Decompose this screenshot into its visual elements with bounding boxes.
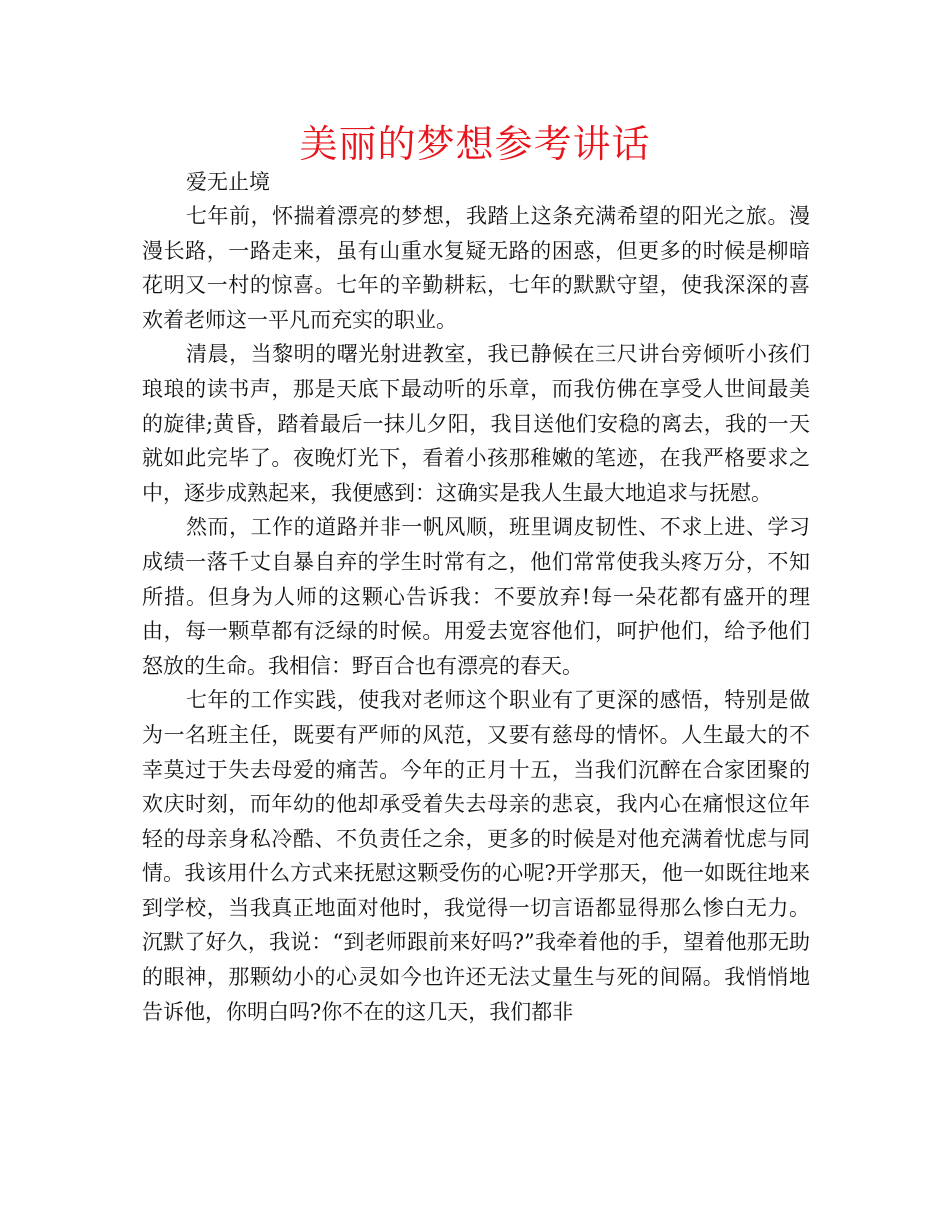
document-body — [142, 165, 810, 1029]
paragraph-2: 清晨，当黎明的曙光射进教室，我已静候在三尺讲台旁倾听小孩们琅琅的读书声，那是天底下最动听的乐章，而我仿佛在享受人世间最美的旋律;黄昏，踏着最后一抹儿夕阳，我目送他们安稳的离去，我的一天就如此完毕了。夜晚灯光下，看着小孩那稚嫩的笔迹，在我严格要求之中，逐步成熟起来，我便感到：这确实是我人生最大地追求与抚慰。 — [142, 342, 810, 505]
paragraph-1: 七年前，怀揣着漂亮的梦想，我踏上这条充满希望的阳光之旅。漫漫长路，一路走来，虽有山重水复疑无路的困惑，但更多的时候是柳暗花明又一村的惊喜。七年的辛勤耕耘，七年的默默守望，使我深深的喜欢着老师这一平凡而充实的职业。 — [142, 204, 810, 332]
paragraph-4: 七年的工作实践，使我对老师这个职业有了更深的感悟，特别是做为一名班主任，既要有严师的风范，又要有慈母的情怀。人生最大的不幸莫过于失去母爱的痛苦。今年的正月十五，当我们沉醉在合家团聚的欢庆时刻，而年幼的他却承受着失去母亲的悲哀，我内心在痛恨这位年轻的母亲身私冷酷、不负责任之余，更多的时候是对他充满着忧虑与同情。我该用什么方式来抚慰这颗受伤的心呢?开学那天，他一如既往地来到学校，当我真正地面对他时，我觉得一切言语都显得那么惨白无力。沉默了好久，我说：“到老师跟前来好吗?”我牵着他的手，望着他那无助的眼神，那颗幼小的心灵如今也许还无法丈量生与死的间隔。我悄悄地告诉他，你明白吗?你不在的这几天，我们都非 — [142, 688, 810, 1024]
document-title: 美丽的梦想参考讲话 — [299, 122, 651, 166]
document-subtitle: 爱无止境 — [186, 170, 270, 194]
paragraph-3: 然而，工作的道路并非一帆风顺，班里调皮韧性、不求上进、学习成绩一落千丈自暴自弃的学生时常有之，他们常常使我头疼万分，不知所措。但身为人师的这颗心告诉我：不要放弃!每一朵花都有盛开的理由，每一颗草都有泛绿的时候。用爱去宽容他们，呵护他们，给予他们怒放的生命。我相信：野百合也有漂亮的春天。 — [142, 515, 810, 678]
